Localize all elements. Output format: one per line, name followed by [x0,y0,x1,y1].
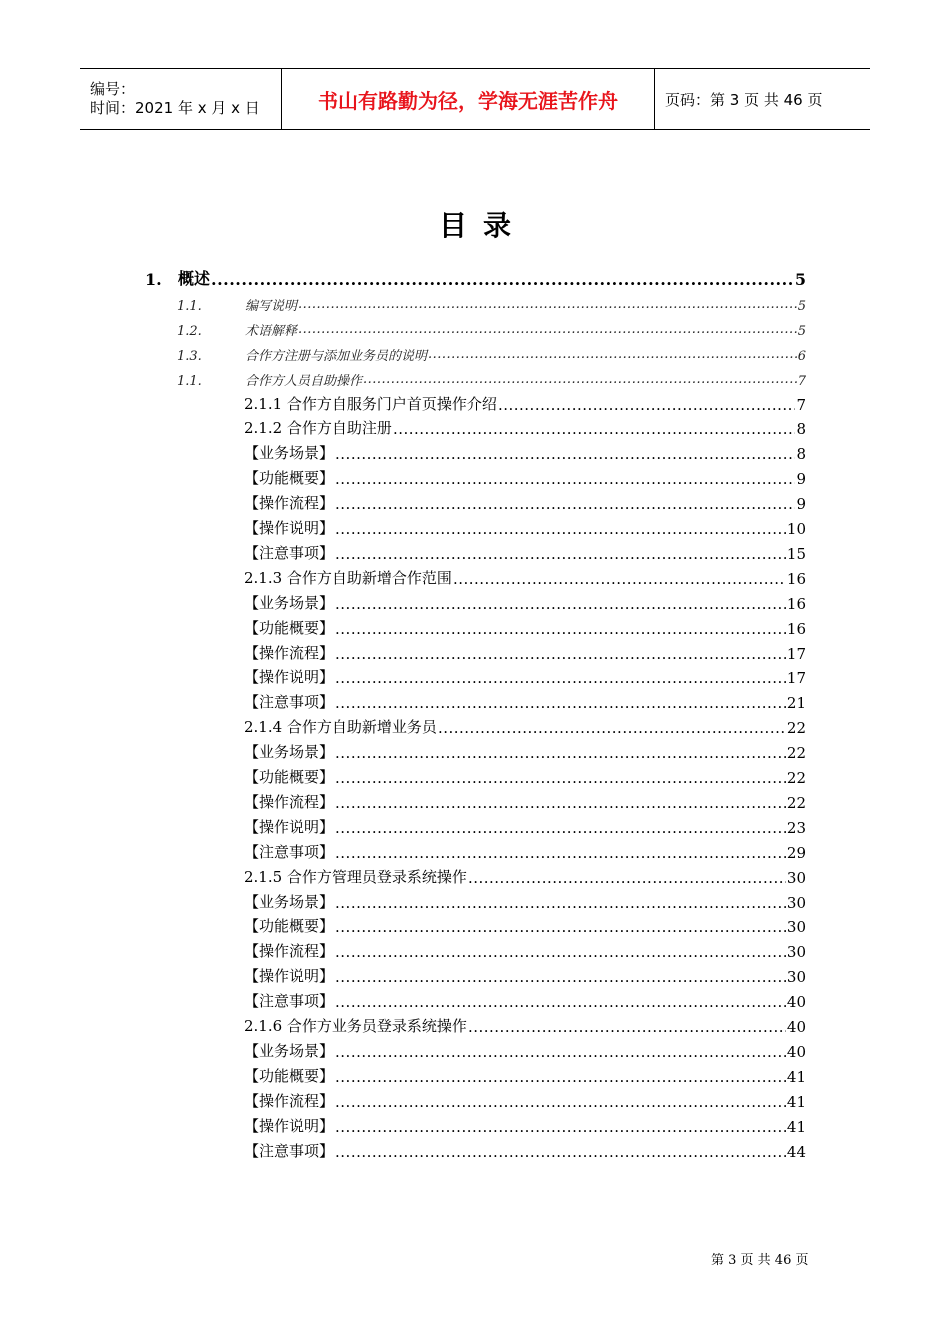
toc-entry-title: 【操作流程】 [244,942,335,961]
toc-leader-dots [298,321,797,339]
toc-entry-page: 22 [786,719,806,738]
toc-entry-page: 9 [796,495,806,514]
toc-leader-dots [335,844,786,862]
footer-page-number: 第 3 页 共 46 页 [711,1253,809,1268]
toc-entry[interactable] [244,563,806,588]
toc-leader-dots [335,819,786,837]
toc-leader-dots [428,346,797,364]
toc-entry-title: 【操作流程】 [244,494,335,513]
toc-entry[interactable] [145,264,806,289]
header-left [80,69,281,129]
page-title: 目录 [438,209,527,242]
toc-entry[interactable] [244,787,806,812]
header-motto [281,69,655,129]
toc-entry-page: 22 [786,769,806,787]
toc-entry-title: 【注意事项】 [244,992,335,1011]
toc-entry-page: 9 [796,470,806,489]
toc-entry-title: 编写说明 [245,298,298,314]
toc-entry-title: 【注意事项】 [244,1141,335,1160]
toc-entry-page: 29 [786,843,806,862]
toc-entry-title: 2.1.6 合作方业务员登录系统操作 [244,1017,467,1035]
toc-entry[interactable] [244,488,806,513]
toc-entry-page: 16 [786,594,806,613]
toc-entry[interactable] [244,1036,806,1061]
toc-leader-dots [335,744,786,762]
toc-entry-title: 【功能概要】 [244,917,335,936]
toc-entry[interactable] [244,737,806,762]
toc-leader-dots [335,520,786,538]
toc-leader-dots [335,943,786,961]
toc-leader-dots [335,993,786,1011]
toc-entry-page: 21 [786,694,806,713]
toc-entry-page: 16 [786,569,806,588]
toc-entry-page: 41 [786,1117,806,1136]
time-label: 时间：2021 年 x 月 x 日 [90,99,260,117]
header-page-label: 页码：第 3 页 共 46 页 [665,90,823,109]
toc-entry[interactable] [244,513,806,538]
toc-entry-page: 44 [786,1142,806,1161]
toc-entry-page: 7 [796,395,806,414]
toc-entry-page: 30 [786,943,806,962]
toc-leader-dots [335,495,795,513]
toc-leader-dots [335,470,795,488]
toc-entry-title: 【业务场景】 [244,743,335,762]
header-right [655,69,870,129]
toc-entry[interactable] [244,413,806,438]
toc-entry-title: 【操作流程】 [244,1091,335,1110]
toc-entry[interactable] [244,389,806,414]
toc-entry-page: 22 [786,744,806,763]
toc-entry-page: 15 [786,544,806,563]
toc-leader-dots [498,396,796,414]
toc-entry[interactable] [177,289,806,314]
toc-entry[interactable] [177,314,806,339]
toc-entry-number: 1.2. [177,323,202,339]
toc-leader-dots [335,1093,786,1111]
toc-entry-title: 【操作流程】 [244,792,335,811]
toc-leader-dots [438,719,786,737]
toc-leader-dots [211,271,794,289]
toc-entry-title: 概述 [178,269,211,288]
toc-entry[interactable] [244,687,806,712]
number-label: 编号： [90,80,136,98]
toc-entry-page: 16 [786,619,806,638]
toc-leader-dots [453,570,786,588]
toc-leader-dots [468,869,786,887]
toc-entry-page: 17 [786,669,806,688]
toc-entry-title: 【操作说明】 [244,967,335,986]
toc-entry-page: 41 [786,1092,806,1111]
toc-entry[interactable] [244,588,806,613]
toc-leader-dots [335,694,786,712]
toc-entry[interactable] [244,538,806,563]
toc-leader-dots [468,1018,786,1036]
toc-entry[interactable] [177,339,806,364]
toc-entry-page: 40 [786,1042,806,1061]
toc-entry-page: 40 [786,1018,806,1036]
toc-entry[interactable] [244,1136,806,1161]
toc-leader-dots [335,645,786,663]
toc-leader-dots [298,296,797,314]
toc-entry-page: 30 [786,868,806,887]
toc-leader-dots [393,420,796,438]
toc-entry[interactable] [244,1061,806,1086]
toc-entry-number: 1.1. [177,298,202,314]
toc-leader-dots [335,669,786,687]
toc-entry-page: 7 [797,373,806,389]
toc-entry-page: 30 [786,968,806,987]
toc-entry-title: 【业务场景】 [244,1041,335,1060]
toc-entry[interactable] [244,712,806,737]
toc-entry-number: 1.1. [177,373,202,389]
toc-entry[interactable] [244,1086,806,1111]
toc-entry-title: 【业务场景】 [244,892,335,911]
toc-entry[interactable] [244,986,806,1011]
toc-entry-title: 2.1.4 合作方自助新增业务员 [244,718,437,737]
toc-entry-page: 5 [797,323,806,339]
toc-entry[interactable] [244,862,806,887]
toc-entry[interactable] [244,911,806,936]
toc-entry-page: 8 [796,420,806,439]
toc-entry[interactable] [244,463,806,488]
toc-entry-page: 5 [794,270,806,289]
toc-entry-title: 【业务场景】 [244,593,335,612]
toc-entry-page: 23 [786,818,806,837]
toc-entry-title: 【功能概要】 [244,768,335,786]
toc-leader-dots [335,595,786,613]
toc-leader-dots [335,1143,786,1161]
toc-entry-page: 5 [797,298,806,314]
toc-entry-page: 30 [786,918,806,937]
toc-entry-title: 【功能概要】 [244,618,335,637]
toc-leader-dots [335,620,786,638]
toc-entry-title: 2.1.3 合作方自助新增合作范围 [244,568,452,587]
toc-entry-number: 1. [145,270,162,289]
toc-entry-title: 【操作说明】 [244,1116,335,1135]
toc-leader-dots [335,1043,786,1061]
toc-entry[interactable] [244,812,806,837]
toc-entry-page: 41 [786,1067,806,1086]
toc-leader-dots [335,445,795,463]
toc-entry-title: 合作方注册与添加业务员的说明 [245,348,428,364]
toc-leader-dots [335,545,786,563]
toc-leader-dots [335,769,786,787]
toc-entry-title: 【注意事项】 [244,842,335,861]
toc-entry-title: 术语解释 [245,323,298,339]
toc-leader-dots [335,1068,786,1086]
toc-entry[interactable] [244,1011,806,1036]
toc-entry-title: 【功能概要】 [244,1066,335,1085]
toc-entry-page: 8 [796,445,806,464]
toc-entry-title: 【操作说明】 [244,519,335,537]
toc-entry-title: 【操作说明】 [244,817,335,836]
toc-entry-title: 【功能概要】 [244,469,335,488]
toc-leader-dots [335,794,786,812]
toc-entry[interactable] [244,961,806,986]
motto-text: 书山有路勤为径，学海无涯苦作舟 [318,88,618,113]
toc-entry-title: 合作方人员自助操作 [245,373,363,389]
toc-entry[interactable] [177,364,806,389]
toc-entry-title: 2.1.2 合作方自助注册 [244,419,392,438]
toc-entry[interactable] [244,438,806,463]
page-header [80,68,870,130]
toc-entry-title: 2.1.5 合作方管理员登录系统操作 [244,867,467,886]
toc-entry[interactable] [244,638,806,663]
toc-leader-dots [335,918,786,936]
toc-entry[interactable] [244,887,806,912]
toc-entry-title: 【注意事项】 [244,693,335,712]
toc-entry[interactable] [244,837,806,862]
toc-entry[interactable] [244,1111,806,1136]
toc-entry-page: 40 [786,993,806,1012]
toc-leader-dots [335,894,786,912]
toc-entry[interactable] [244,936,806,961]
toc-entry-title: 【操作流程】 [244,643,335,662]
toc-entry-title: 【注意事项】 [244,543,335,562]
toc-entry-page: 17 [786,644,806,663]
toc-entry-number: 1.3. [177,348,202,364]
toc-entry-page: 6 [797,348,806,364]
toc-leader-dots [363,371,797,389]
toc-entry-page: 22 [786,793,806,812]
toc-leader-dots [335,968,786,986]
toc-entry-title: 【业务场景】 [244,444,335,463]
toc-entry[interactable] [244,613,806,638]
toc-entry-title: 2.1.1 合作方自服务门户首页操作介绍 [244,394,497,413]
toc-entry[interactable] [244,662,806,687]
toc-entry-page: 10 [786,520,806,538]
toc-entry-title: 【操作说明】 [244,668,335,687]
toc-entry[interactable] [244,762,806,787]
toc-entry-page: 30 [786,893,806,912]
toc-leader-dots [335,1118,786,1136]
